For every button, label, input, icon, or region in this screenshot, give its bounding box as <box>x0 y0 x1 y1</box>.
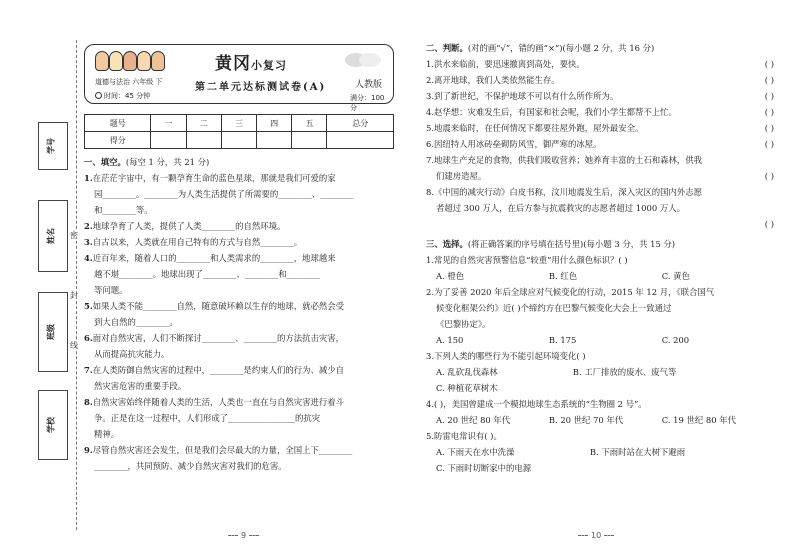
option-c[interactable]: C. 下雨时切断家中的电源 <box>436 463 532 473</box>
answer-parens[interactable]: ( ) <box>764 107 774 117</box>
question-line: ________，共同预防、减少自然灾害对我们的危害。 <box>94 461 287 471</box>
judge-item: 们建房造屋。 ( ) <box>426 168 778 184</box>
score-entry-cell[interactable] <box>292 132 327 149</box>
option-a[interactable]: A. 150 <box>436 335 464 345</box>
score-entry-cell[interactable] <box>221 132 256 149</box>
name-box: 姓名 <box>38 200 68 272</box>
answer-parens[interactable]: ( ) <box>764 139 774 149</box>
option-c[interactable]: C. 19 世纪 80 年代 <box>661 415 736 425</box>
clock-icon <box>95 92 102 99</box>
table-cell: 四 <box>257 115 292 132</box>
option-c[interactable]: C. 黄色 <box>661 271 690 281</box>
judge-item <box>426 216 778 232</box>
page-number-left: 9 <box>225 531 262 540</box>
cartoon-kids-logo <box>93 49 173 77</box>
cut-line <box>76 40 77 530</box>
question-line: 5.如果人类不能________自然，随意破坏赖以生存的地球，就必然会受 <box>84 301 344 311</box>
option-c[interactable]: C. 种植花草树木 <box>436 383 498 393</box>
question-line: 到大自然的________。 <box>94 317 178 327</box>
right-column <box>426 40 778 476</box>
choice-options <box>426 364 778 380</box>
class-box: 班级 <box>38 292 68 372</box>
question-line: 6.面对自然灾害，人们不断探讨________、________的方法抗击灾害， <box>84 333 344 343</box>
choice-question: 4.( )，美国曾建成一个模拟地球生态系统的“生物圈 2 号”。 <box>426 399 647 409</box>
option-a[interactable]: A. 乱砍乱伐森林 <box>436 367 498 377</box>
answer-parens[interactable]: ( ) <box>764 219 774 229</box>
answer-parens[interactable]: ( ) <box>764 91 774 101</box>
section-title: 三、选择。(将正确答案的序号填在括号里)(每小题 3 分，共 15 分) <box>426 239 676 249</box>
question-line: 越不堪________。地球出现了________、________和________ <box>94 269 321 279</box>
judge-item: 者超过 300 万人，在后方参与抗震救灾的志愿者超过 1000 万人。 <box>436 203 685 213</box>
edition-label: 人教版 <box>355 80 383 90</box>
table-cell: 三 <box>221 115 256 132</box>
table-cell: 总分 <box>327 115 394 132</box>
exam-header <box>84 44 394 112</box>
judge-item: 1.洪水来临前，要迅速撤离到高处，要快。 ( ) <box>426 56 778 72</box>
question-line: 从而提高抗灾能力。 <box>94 349 170 359</box>
cut-label-1: 密 <box>70 231 78 240</box>
answer-parens[interactable]: ( ) <box>764 59 774 69</box>
option-a[interactable]: A. 下雨天在水中洗澡 <box>436 447 515 457</box>
question-line: 1.在茫茫宇宙中，有一颗孕育生命的蓝色星球，那就是我们可爱的家 <box>84 173 336 183</box>
choice-options <box>426 268 778 284</box>
choice-question: 2.为了妥善 2020 年后全球应对气候变化的行动，2015 年 12 月，《联合国气 <box>426 287 715 297</box>
section-title: 二、判断。(对的画“√”，错的画“×”)(每小题 2 分，共 16 分) <box>426 43 655 53</box>
question-line: 等问题。 <box>94 285 128 295</box>
question-line: 2.地球孕育了人类，提供了人类________的自然环境。 <box>84 221 286 231</box>
choice-options <box>426 332 778 348</box>
option-c[interactable]: C. 200 <box>661 335 690 345</box>
score-table <box>84 114 394 149</box>
answer-parens[interactable]: ( ) <box>764 75 774 85</box>
school-box: 学校 <box>38 390 68 460</box>
question-line: 《巴黎协定》。 <box>436 319 491 329</box>
student-number-box: 学号 <box>38 122 68 170</box>
question-line: 3.自古以来，人类就在用自己特有的方式与自然________。 <box>84 237 303 247</box>
score-entry-cell[interactable] <box>186 132 221 149</box>
option-a[interactable]: A. 橙色 <box>436 271 465 281</box>
judge-item: 4.赵华想：灾难发生后，有国家和社会呢，我们小学生都帮不上忙。 ( ) <box>426 104 778 120</box>
option-b[interactable]: B. 175 <box>548 335 577 345</box>
table-cell: 得分 <box>85 132 151 149</box>
judge-item: 8.《中国的减灾行动》白皮书称，汶川地震发生后，深入灾区的国内外志愿 <box>426 187 702 197</box>
option-b[interactable]: B. 20 世纪 70 年代 <box>548 415 624 425</box>
choice-options <box>426 412 778 428</box>
judge-item: 3.到了新世纪，不保护地球不可以有什么所作所为。 ( ) <box>426 88 778 104</box>
question-line: 然灾害危害的重要手段。 <box>94 381 187 391</box>
time-label: 时间：45 分钟 <box>95 91 150 101</box>
cut-label-3: 线 <box>70 341 78 350</box>
option-a[interactable]: A. 20 世纪 80 年代 <box>436 415 511 425</box>
judge-item: 2.离开地球，我们人类依然能生存。 ( ) <box>426 72 778 88</box>
judge-item: 6.因纽特人用冰砖垒砌防风雪，御严寒的冰屋。 ( ) <box>426 136 778 152</box>
question-line: 候变化框架公约》近( )个缔约方在巴黎气候变化大会上一致通过 <box>436 303 672 313</box>
choice-options <box>426 444 778 460</box>
cut-label-2: 封 <box>70 291 78 300</box>
answer-parens[interactable]: ( ) <box>764 171 774 181</box>
hearts-icon <box>343 51 383 69</box>
question-line: 争。正是在这一过程中，人们形成了________________的抗灾 <box>94 413 321 423</box>
choice-question: 5.防雷电常识有( )。 <box>426 431 502 441</box>
section-fill-in <box>84 154 399 474</box>
table-cell: 题号 <box>85 115 151 132</box>
question-line: 和________等。 <box>94 205 153 215</box>
full-score-label: 满分：100 分 <box>350 94 385 112</box>
question-line: 4.近百年来，随着人口的________和人类需求的________，地球越来 <box>84 253 336 263</box>
judge-item: 5.地震来临时，在任何情况下都要往屋外跑，屋外最安全。 ( ) <box>426 120 778 136</box>
option-b[interactable]: B. 红色 <box>548 271 578 281</box>
score-entry-cell[interactable] <box>257 132 292 149</box>
judge-item: 7.地球生产充足的食物，供我们吸收营养；她养育丰富的土石和森林，供我 <box>426 155 702 165</box>
question-line: 9.尽管自然灾害还会发生，但是我们会尽最大的力量，全国上下________ <box>84 445 353 455</box>
table-cell: 二 <box>186 115 221 132</box>
binding-strip <box>38 60 70 500</box>
score-table-header-row <box>85 115 394 132</box>
brand-title: 黄冈小复习 <box>215 54 287 74</box>
question-line: 7.在人类防御自然灾害的过程中，________是约束人们的行为、减少自 <box>84 365 344 375</box>
answer-parens[interactable]: ( ) <box>764 123 774 133</box>
table-cell: 一 <box>151 115 186 132</box>
page-number-right: 10 <box>575 531 617 540</box>
section-title: 一、填空。(每空 1 分，共 21 分) <box>84 157 210 167</box>
score-entry-cell[interactable] <box>327 132 394 149</box>
subject-label: 道德与法治 六年级 下 <box>95 78 163 86</box>
question-line: 8.自然灾害始终伴随着人类的生活，人类也一直在与自然灾害进行着斗 <box>84 397 344 407</box>
choice-question: 1.常见的自然灾害预警信息“较重”用什么颜色标识？( ) <box>426 255 628 265</box>
option-b[interactable]: B. 下雨时站在大树下避雨 <box>589 447 686 457</box>
choice-question: 3.下列人类的哪些行为不能引起环境变化( ) <box>426 351 586 361</box>
question-line: 精神。 <box>94 429 120 439</box>
score-table-score-row <box>85 132 394 149</box>
question-line: 园________。________为人类生活提供了所需要的________、________ <box>94 189 354 199</box>
exam-title: 第二单元达标测试卷(A) <box>195 82 327 93</box>
table-cell: 五 <box>292 115 327 132</box>
score-entry-cell[interactable] <box>151 132 186 149</box>
option-b[interactable]: B. 工厂排放的废水、废气等 <box>572 367 677 377</box>
